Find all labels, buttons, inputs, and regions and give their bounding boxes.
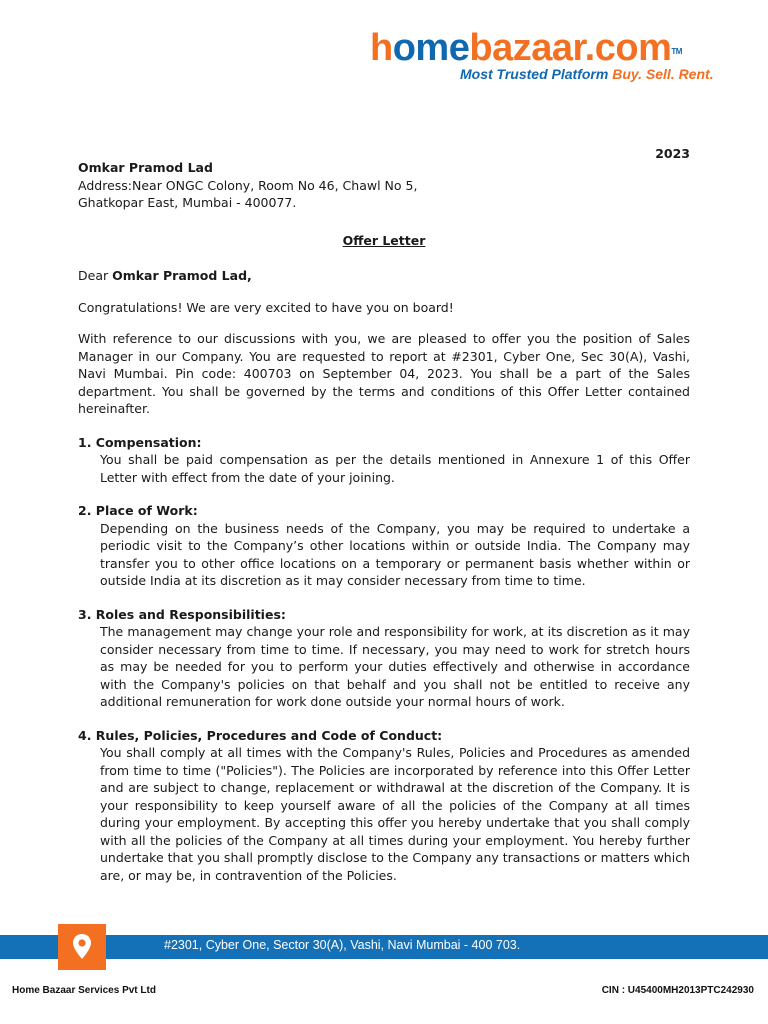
footer-cin: CIN : U45400MH2013PTC242930 xyxy=(601,985,754,996)
section-body: Depending on the business needs of the Company, you may be required to undertake a periodic visit to the Company’s other locations within or outside India. The Company may transfer you to other office locations on a temporary or permanent basis whether within or outside India at its discretion as it may consider necessary from time to time. xyxy=(100,520,690,588)
salutation-name: Omkar Pramod Lad, xyxy=(112,268,252,283)
tagline-primary: Most Trusted Platform xyxy=(460,66,613,82)
section-place-of-work xyxy=(78,502,690,590)
footer-company-name: Home Bazaar Services Pvt Ltd xyxy=(12,985,156,996)
section-heading: 2. Place of Work: xyxy=(78,503,198,518)
salutation xyxy=(78,267,690,285)
intro-paragraph: With reference to our discussions with you, we are pleased to offer you the position of Sales Manager in our Company. You are requested to report at #2301, Cyber One, Sec 30(A), Vashi, Navi Mumbai. Pin code: 400703 on September 04, 2023. You shall be a part of the Sales department. You shall be governed by the terms and conditions of this Offer Letter contained hereinafter. xyxy=(78,331,690,416)
location-pin-icon xyxy=(70,932,94,962)
section-heading: 1. Compensation: xyxy=(78,434,202,450)
congratulations-line: Congratulations! We are very excited to have you on board! xyxy=(78,299,454,315)
section-body: You shall comply at all times with the Company's Rules, Policies and Procedures as amended from time to time ("Policies"). The Policies are incorporated by reference into this Offer Letter and are subject to change, replacement or withdrawal at the discretion of the Company. It is your responsibility to keep yourself aware of all the policies of the Company at all times during your employment. By accepting this offer you hereby undertake that you shall comply with all the policies of the Company at all times during your employment. You hereby further undertake that you shall promptly disclose to the Company any transactions or matters which are, or may be, in contravention of the Policies. xyxy=(100,745,690,883)
section-body: The management may change your role and responsibility for work, at its discretion as it may consider necessary from time to time. If necessary, you may need to work for stretch hours as may be needed for you to perform your duties effectively and otherwise in accordance with the Company's policies on that behalf and you shall not be entitled to receive any additional remuneration for work done outside your normal hours of work. xyxy=(100,624,690,709)
tagline-secondary: Buy. Sell. Rent. xyxy=(612,66,714,82)
section-compensation xyxy=(78,434,690,487)
logo-word-home: ome xyxy=(392,27,470,69)
section-rules-policies xyxy=(78,727,690,885)
salutation-greeting: Dear xyxy=(78,268,113,283)
recipient-address-line-1: Address:Near ONGC Colony, Room No 46, Chawl No 5, xyxy=(78,177,418,193)
letter-date: 2023 xyxy=(655,146,690,161)
company-logo xyxy=(370,27,714,82)
logo-tagline xyxy=(460,66,714,82)
footer-address: #2301, Cyber One, Sector 30(A), Vashi, Navi Mumbai - 400 703. xyxy=(164,938,521,952)
section-body: You shall be paid compensation as per the details mentioned in Annexure 1 of this Offer Letter with effect from the date of your joining. xyxy=(100,452,690,485)
letter-body xyxy=(78,145,690,884)
logo-wordmark xyxy=(370,28,710,68)
recipient-name: Omkar Pramod Lad xyxy=(78,160,213,175)
logo-trademark: TM xyxy=(671,47,682,56)
section-heading: 4. Rules, Policies, Procedures and Code of Conduct: xyxy=(78,727,443,743)
section-heading: 3. Roles and Responsibilities: xyxy=(78,606,286,622)
recipient-block xyxy=(78,159,690,212)
letter-title: Offer Letter xyxy=(342,232,426,248)
logo-word-bazaar: bazaar.com xyxy=(469,27,672,69)
section-roles xyxy=(78,606,690,711)
logo-letter-h: h xyxy=(370,27,393,69)
recipient-address-line-2: Ghatkopar East, Mumbai - 400077. xyxy=(78,195,297,210)
